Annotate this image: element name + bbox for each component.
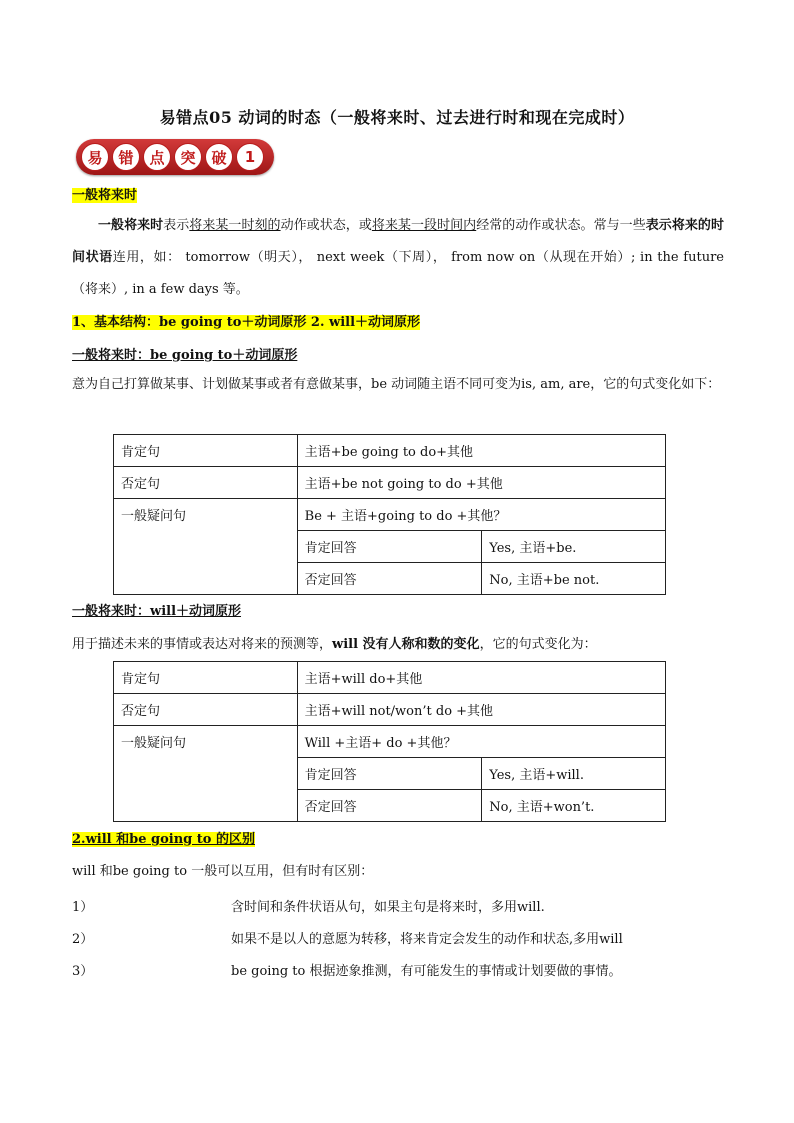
- list-item: be going to 根据迹象推测，有可能发生的事情或计划要做的事情。: [231, 964, 622, 979]
- intro-text: 连用，如： tomorrow（明天）， next week（下周）， from now on（从现在开始）; in the future（将来）, in a few days 等。: [72, 250, 724, 297]
- row-value: Will +主语+ do +其他？: [297, 726, 665, 758]
- badge-char: 易: [81, 143, 109, 171]
- structure-heading-line: [72, 314, 420, 332]
- intro-paragraph: [72, 210, 724, 306]
- structure-heading: 1、基本结构：be going to＋动词原形 2. will＋动词原形: [72, 315, 421, 330]
- badge-char: 1: [236, 143, 264, 171]
- begoing-heading: 一般将来时：be going to＋动词原形: [72, 348, 298, 363]
- answer-label: 肯定回答: [297, 531, 482, 563]
- will-table: [113, 661, 666, 822]
- row-value: 主语+be going to do+其他: [297, 435, 665, 467]
- table-row: [114, 662, 666, 694]
- begoing-heading-line: [72, 347, 297, 365]
- section-badge: [76, 139, 274, 175]
- intro-text: 经常的动作或状态。常与一些: [476, 218, 646, 233]
- answer-value: Yes, 主语+will.: [482, 758, 666, 790]
- badge-char: 点: [143, 143, 171, 171]
- list-item-number: 3）: [72, 964, 94, 979]
- answer-label: 否定回答: [297, 790, 482, 822]
- row-label: 肯定句: [114, 435, 298, 467]
- answer-label: 否定回答: [297, 563, 482, 595]
- section-heading: [72, 187, 137, 205]
- table-row: [114, 467, 666, 499]
- intro-bold: 表示将来的时间状语: [72, 218, 724, 265]
- row-value: 主语+will not/won’t do +其他: [297, 694, 665, 726]
- row-value: 主语+will do+其他: [297, 662, 665, 694]
- list-item: 含时间和条件状语从句，如果主句是将来时，多用will.: [231, 900, 545, 915]
- list-item: 如果不是以人的意愿为转移，将来肯定会发生的动作和状态,多用will: [231, 932, 623, 947]
- answer-value: No, 主语+be not.: [482, 563, 666, 595]
- row-label: 肯定句: [114, 662, 298, 694]
- row-label: 一般疑问句: [114, 499, 298, 595]
- intro-underline: 将来某一段时间内: [371, 218, 477, 233]
- badge-char: 突: [174, 143, 202, 171]
- intro-term: 一般将来时: [98, 218, 164, 233]
- answer-value: No, 主语+won’t.: [482, 790, 666, 822]
- difference-intro: will 和be going to 一般可以互用，但有时有区别：: [72, 864, 374, 879]
- table-row: [114, 726, 666, 758]
- will-description: [72, 636, 597, 654]
- row-value: Be + 主语+going to do +其他？: [297, 499, 665, 531]
- row-value: 主语+be not going to do +其他: [297, 467, 665, 499]
- list-item-number: 1）: [72, 900, 94, 915]
- table-row: [114, 499, 666, 531]
- row-label: 否定句: [114, 467, 298, 499]
- table-row: [114, 435, 666, 467]
- badge-char: 破: [205, 143, 233, 171]
- will-desc-text: 用于描述未来的事情或表达对将来的预测等，: [72, 637, 333, 652]
- answer-value: Yes, 主语+be.: [482, 531, 666, 563]
- page-title: 易错点05 动词的时态（一般将来时、过去进行时和现在完成时）: [159, 108, 635, 127]
- will-heading-line: [72, 603, 241, 621]
- intro-text: 表示: [163, 218, 190, 233]
- will-desc-bold: will 没有人称和数的变化: [332, 637, 480, 652]
- begoing-description: 意为自己打算做某事、计划做某事或者有意做某事，be 动词随主语不同可变为is, am, are，它的句式变化如下：: [72, 377, 721, 392]
- answer-label: 肯定回答: [297, 758, 482, 790]
- row-label: 否定句: [114, 694, 298, 726]
- difference-heading-line: [72, 831, 255, 849]
- begoing-table: [113, 434, 666, 595]
- will-desc-text: ，它的句式变化为：: [479, 637, 597, 652]
- difference-heading: 2.will 和be going to 的区别: [72, 832, 255, 847]
- intro-text: 动作或状态，或: [280, 218, 372, 233]
- list-item-number: 2）: [72, 932, 94, 947]
- table-row: [114, 694, 666, 726]
- intro-underline: 将来某一时刻的: [189, 218, 281, 233]
- row-label: 一般疑问句: [114, 726, 298, 822]
- will-heading: 一般将来时：will＋动词原形: [72, 604, 242, 619]
- future-tense-heading: 一般将来时: [72, 188, 138, 203]
- badge-char: 错: [112, 143, 140, 171]
